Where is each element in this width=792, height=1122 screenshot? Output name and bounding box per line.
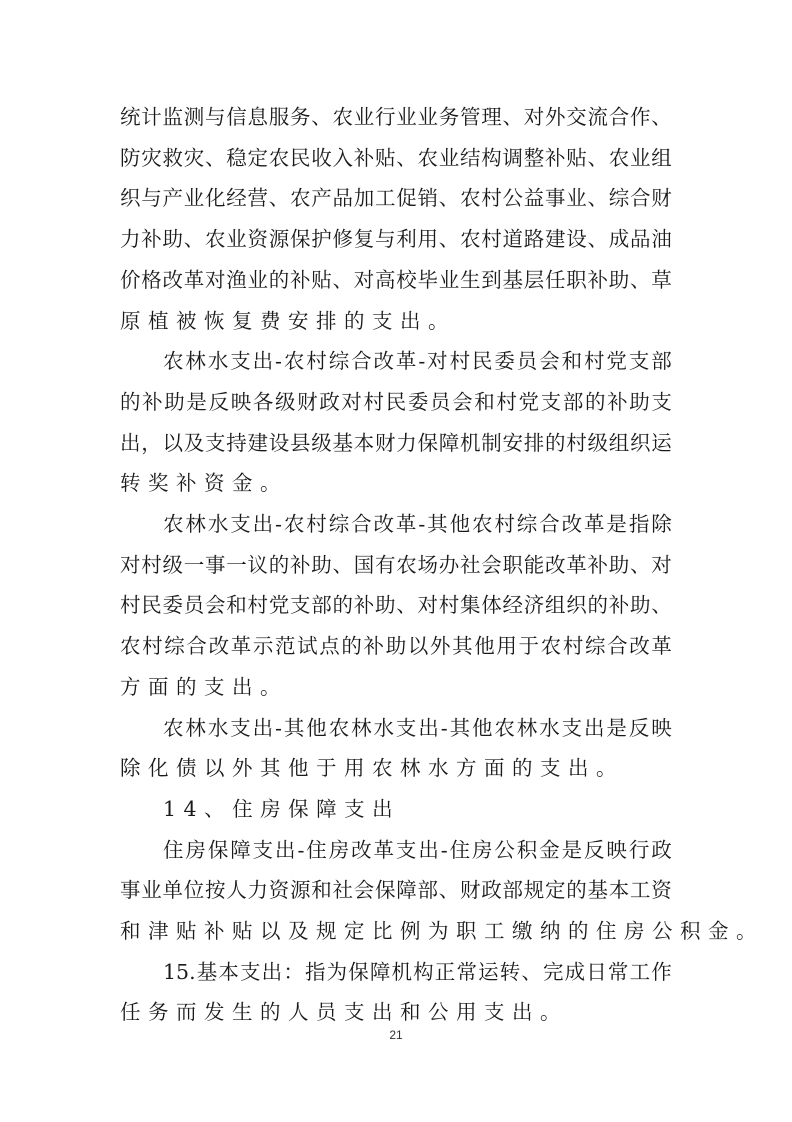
text-line: 的 补 助 是 反 映 各 级 财 政 对 村 民 委 员 会 和 村 党 支 部 的 补 助 支 bbox=[120, 389, 672, 414]
text-line: 对 村 级 一 事 一 议 的 补 助 、 国 有 农 场 办 社 会 职 能 改 革 补 助 、 对 bbox=[120, 552, 672, 577]
text-line: 力 补 助 、 农 业 资 源 保 护 修 复 与 利 用 、 农 村 道 路 建 设 、 成 品 油 bbox=[120, 227, 672, 252]
text-line: 任务而发生的人员支出和公用支出。 bbox=[120, 1000, 568, 1025]
text-line: 农 林 水 支 出 - 农 村 综 合 改 革 - 其 他 农 村 综 合 改 革 是 指 除 bbox=[163, 512, 672, 536]
text-line: 15. 基 本 支 出 ： 指 为 保 障 机 构 正 常 运 转 、 完 成 日 常 工 作 bbox=[163, 959, 672, 984]
text-line: 住 房 保 障 支 出 - 住 房 改 革 支 出 - 住 房 公 积 金 是 反 映 行 政 bbox=[163, 837, 672, 862]
text-line: 出 ， 以 及 支 持 建 设 县 级 基 本 财 力 保 障 机 制 安 排 的 村 级 组 织 运 bbox=[120, 430, 672, 455]
text-line: 转奖补资金。 bbox=[120, 471, 288, 496]
text-line: 原植被恢复费安排的支出。 bbox=[120, 308, 456, 333]
text-line: 农 林 水 支 出 - 其 他 农 林 水 支 出 - 其 他 农 林 水 支 出 是 反 映 bbox=[163, 715, 672, 740]
text-line: 农 林 水 支 出 - 农 村 综 合 改 革 - 对 村 民 委 员 会 和 村 党 支 部 bbox=[163, 349, 672, 374]
text-line: 14、住房保障支出 bbox=[163, 796, 401, 821]
text-line: 织 与 产 业 化 经 营 、 农 产 品 加 工 促 销 、 农 村 公 益 事 业 、 综 合 财 bbox=[120, 186, 672, 211]
text-line: 防 灾 救 灾 、 稳 定 农 民 收 入 补 贴 、 农 业 结 构 调 整 补 贴 、 农 业 组 bbox=[120, 145, 672, 170]
text-line: 方面的支出。 bbox=[120, 674, 288, 699]
text-line: 农 村 综 合 改 革 示 范 试 点 的 补 助 以 外 其 他 用 于 农 村 综 合 改 革 bbox=[120, 634, 672, 659]
text-line: 村 民 委 员 会 和 村 党 支 部 的 补 助 、 对 村 集 体 经 济 组 织 的 补 助 、 bbox=[120, 593, 672, 618]
page-number: 21 bbox=[389, 1028, 403, 1042]
text-line: 除化债以外其他于用农林水方面的支出。 bbox=[120, 756, 624, 781]
text-line: 和津贴补贴以及规定比例为职工缴纳的住房公积金。 bbox=[120, 919, 764, 943]
text-line: 事 业 单 位 按 人 力 资 源 和 社 会 保 障 部 、 财 政 部 规 定 的 基 本 工 资 bbox=[120, 878, 672, 903]
text-line: 统 计 监 测 与 信 息 服 务 、 农 业 行 业 业 务 管 理 、 对 外 交 流 合 作 、 bbox=[120, 105, 672, 129]
text-line: 价 格 改 革 对 渔 业 的 补 贴 、 对 高 校 毕 业 生 到 基 层 任 职 补 助 、 草 bbox=[120, 267, 672, 292]
